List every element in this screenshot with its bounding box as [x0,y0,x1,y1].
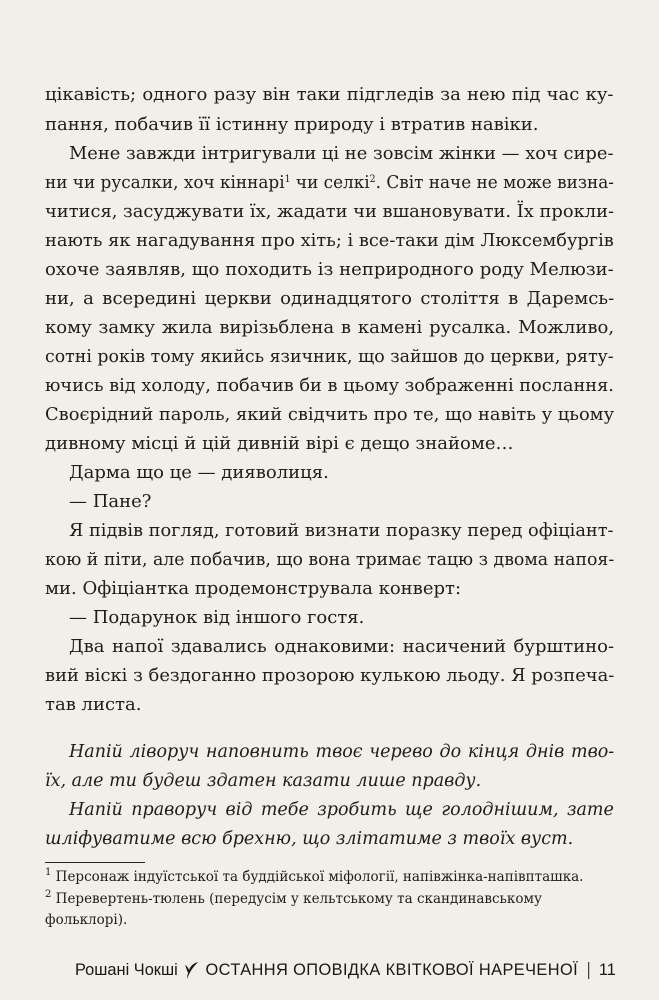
text-line: ни чи русалки, хоч кіннарі$^1$ чи селкі$^2$. Світ наче не може визна- [45,172,615,193]
footnote-divider [45,862,145,863]
footnote-ref: 1 [284,174,291,185]
italic-line: шліфуватиме всю брехню, що злітатиме з твоїх вуст. [45,829,574,849]
footnote: $^2$ Перевертень-тюлень (передусім у кельтському та скандинавському [45,889,542,907]
text-line: Дарма що це — дияволиця. [69,462,329,483]
text-line: кою й піти, але побачив, що вона тримає тацю з двома напоя- [45,549,615,570]
page-number: 11 [598,960,616,979]
text-line: читися, засуджувати їх, жадати чи вшановувати. Їх прокли- [45,201,615,222]
text-line: пання, побачив її істинну природу і втратив навіки. [45,114,539,135]
text-line: тав листа. [45,694,142,715]
text-line: цікавість; одного разу він таки підгледів за нею під час ку- [45,84,614,105]
footer-author: Рошані Чокші [75,960,178,979]
text-line: охоче заявляв, що походить із неприродного роду Мелюзи- [45,259,614,280]
italic-line: Напій ліворуч наповнить твоє черево до кінця днів тво- [69,742,615,762]
text-line: ючись від холоду, побачив би в цьому зображенні послання. [45,375,614,396]
footer-separator [588,962,589,979]
text-line: Два напої здавались однаковими: насичений бурштино- [69,636,615,657]
text-line: дивному місці й цій дивній вірі є дещо знайоме… [45,433,514,454]
text-line: нають як нагадування про хіть; і все-таки дім Люксембургів [45,230,614,251]
text-line: сотні років тому якийсь язичник, що зайшов до церкви, ряту- [45,346,614,367]
italic-line: їх, але ти будеш здатен казати лише правду. [45,771,482,791]
footnote: $^1$ Персонаж індуїстської та буддійської міфології, напівжінка-напівпташка. [45,867,584,885]
text-line: ни, а всередині церкви одинадцятого століття в Даремсь- [45,288,615,309]
italic-line: Напій праворуч від тебе зробить ще голоднішим, зате [69,800,614,820]
text-line: вий віскі з бездоганно прозорою кулькою льоду. Я розпеча- [45,665,615,686]
text-line: — Подарунок від іншого гостя. [69,607,365,628]
text-line: кому замку жила вирізьблена в камені русалка. Можливо, [45,317,615,338]
text-line: Своєрідний пароль, який свідчить про те, що навіть у цьому [45,404,615,425]
text-line: Я підвів погляд, готовий визнати поразку перед офіціант- [69,520,614,541]
text-line: Мене завжди інтригували ці не зовсім жінки — хоч сире- [69,143,614,164]
footnote-ref: 2 [369,174,376,185]
text-line: — Пане? [69,491,152,512]
leaf-icon [184,960,200,980]
text-line: ми. Офіціантка продемонструвала конверт: [45,578,462,599]
footer-book-title: ОСТАННЯ ОПОВІДКА КВІТКОВОЇ НАРЕЧЕНОЇ [205,960,579,979]
footnote-mark: 1 [45,867,52,878]
running-footer [75,960,616,980]
footnote-continuation: фольклорі). [45,912,128,928]
footnote-mark: 2 [45,889,52,900]
